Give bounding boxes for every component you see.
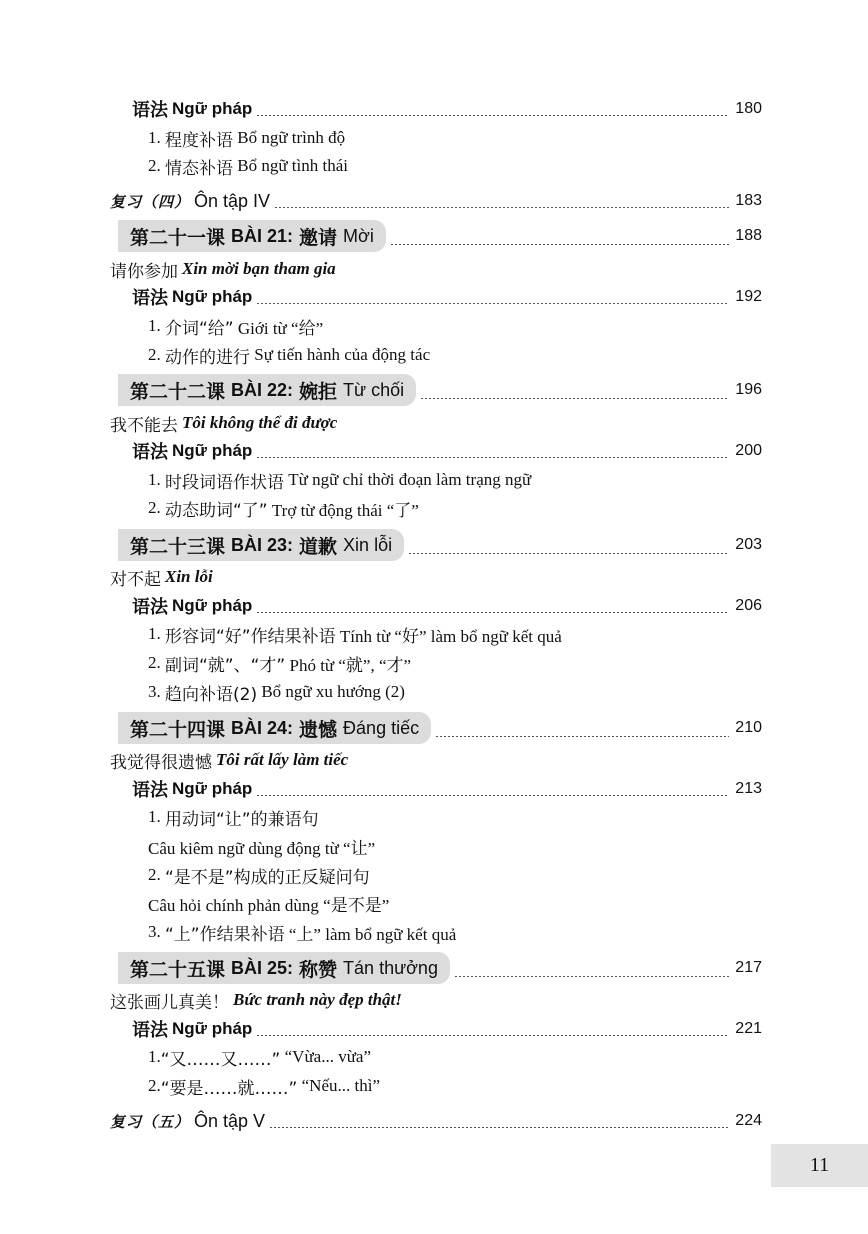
lesson-number: BÀI 23: bbox=[231, 534, 294, 555]
sub-title-cn: “上”作结果补语 bbox=[165, 924, 285, 945]
lesson-intro bbox=[110, 409, 337, 437]
sub-number: 2. bbox=[148, 653, 161, 672]
sub-title-vn: Giới từ “给” bbox=[237, 318, 324, 338]
intro-cn: 请你参加 bbox=[110, 261, 178, 282]
sub-title-vn: Phó từ “就”, “才” bbox=[289, 655, 412, 675]
lesson-topic-cn: 称赞 bbox=[299, 958, 338, 981]
lesson-intro bbox=[110, 255, 336, 283]
sub-number: 2. bbox=[148, 156, 161, 175]
lesson-topic-cn: 道歉 bbox=[299, 535, 338, 558]
sub-title-cn: “要是……就……” bbox=[160, 1078, 298, 1099]
lesson-title-cn: 第二十二课 bbox=[130, 380, 226, 403]
grammar-label-cn: 语法 bbox=[132, 100, 168, 121]
lesson-number: BÀI 25: bbox=[231, 957, 294, 978]
lesson-title-cn: 第二十一课 bbox=[130, 226, 226, 249]
toc-subentry[interactable] bbox=[148, 861, 370, 889]
dot-leader bbox=[274, 207, 729, 208]
lesson-tab bbox=[118, 712, 431, 744]
sub-number: 1. bbox=[148, 624, 161, 643]
toc-entry-review[interactable] bbox=[110, 1107, 762, 1135]
lesson-tab bbox=[118, 952, 450, 984]
lesson-title-cn: 第二十三课 bbox=[130, 535, 226, 558]
page-ref: 196 bbox=[735, 381, 762, 398]
toc-entry-lesson-24[interactable] bbox=[122, 712, 762, 744]
dot-leader bbox=[256, 457, 729, 458]
toc-subentry[interactable] bbox=[148, 1043, 371, 1071]
lesson-topic-cn: 遗憾 bbox=[299, 718, 338, 741]
lesson-number: BÀI 21: bbox=[231, 225, 294, 246]
sub-title-vn: Từ ngữ chỉ thời đoạn làm trạng ngữ bbox=[288, 470, 532, 489]
dot-leader bbox=[408, 553, 729, 554]
lesson-number: BÀI 22: bbox=[231, 379, 294, 400]
toc-entry-lesson-25[interactable] bbox=[122, 952, 762, 984]
lesson-topic-vn: Đáng tiếc bbox=[343, 717, 420, 738]
intro-cn: 对不起 bbox=[110, 569, 161, 590]
sub-title-cn: “是不是”构成的正反疑问句 bbox=[165, 867, 370, 888]
dot-leader bbox=[256, 612, 729, 613]
intro-cn: 我不能去 bbox=[110, 415, 178, 436]
intro-vn: Tôi rất lấy làm tiếc bbox=[216, 750, 349, 769]
page-ref: 183 bbox=[735, 192, 762, 209]
toc-entry-grammar[interactable] bbox=[132, 1015, 762, 1043]
dot-leader bbox=[256, 115, 729, 116]
lesson-title-cn: 第二十五课 bbox=[130, 958, 226, 981]
toc-entry-grammar[interactable] bbox=[132, 95, 762, 123]
page-ref: 200 bbox=[735, 442, 762, 459]
sub-title-vn: Tính từ “好” làm bổ ngữ kết quả bbox=[339, 626, 562, 646]
toc-subentry[interactable] bbox=[148, 152, 348, 180]
sub-title-cn: 动作的进行 bbox=[165, 347, 250, 368]
grammar-label-cn: 语法 bbox=[132, 1020, 168, 1041]
dot-leader bbox=[269, 1127, 729, 1128]
dot-leader bbox=[256, 795, 729, 796]
grammar-label-vn: Ngữ pháp bbox=[172, 287, 253, 306]
lesson-topic-cn: 婉拒 bbox=[299, 380, 338, 403]
toc-entry-review[interactable] bbox=[110, 187, 762, 215]
lesson-title-cn: 第二十四课 bbox=[130, 718, 226, 741]
lesson-tab bbox=[118, 220, 386, 252]
lesson-intro bbox=[110, 563, 213, 591]
sub-number: 1. bbox=[148, 470, 161, 489]
review-label-vn: Ôn tập V bbox=[194, 1110, 266, 1131]
lesson-tab bbox=[118, 529, 404, 561]
intro-vn: Bức tranh này đẹp thật! bbox=[233, 990, 402, 1009]
toc-subentry[interactable] bbox=[148, 803, 319, 831]
sub-number: 2. bbox=[148, 498, 161, 517]
sub-title-cn: 用动词“让”的兼语句 bbox=[165, 809, 319, 830]
intro-cn: 这张画儿真美！ bbox=[110, 992, 229, 1013]
sub-title-cn: 形容词“好”作结果补语 bbox=[165, 626, 336, 647]
sub-title-cn: 情态补语 bbox=[165, 158, 233, 179]
lesson-topic-cn: 邀请 bbox=[299, 226, 338, 249]
toc-subentry[interactable] bbox=[148, 312, 323, 340]
lesson-tab bbox=[118, 374, 416, 406]
sub-number: 1. bbox=[148, 128, 161, 147]
lesson-number: BÀI 24: bbox=[231, 717, 294, 738]
page-ref: 213 bbox=[735, 780, 762, 797]
grammar-label-vn: Ngữ pháp bbox=[172, 596, 253, 615]
page-ref: 210 bbox=[735, 719, 762, 736]
page-ref: 192 bbox=[735, 288, 762, 305]
sub-title-cn: 时段词语作状语 bbox=[165, 472, 284, 493]
sub-title-vn: “上” làm bổ ngữ kết quả bbox=[288, 924, 457, 944]
lesson-topic-vn: Xin lỗi bbox=[343, 534, 393, 555]
dot-leader bbox=[435, 736, 729, 737]
sub-number: 1. bbox=[148, 1047, 161, 1066]
intro-vn: Tôi không thể đi được bbox=[182, 413, 338, 432]
sub-title-cn: 动态助词“了” bbox=[165, 500, 268, 521]
sub-title-vn: Bổ ngữ trình độ bbox=[237, 128, 346, 147]
page-ref: 221 bbox=[735, 1020, 762, 1037]
toc-subentry[interactable] bbox=[148, 124, 345, 152]
toc-entry-lesson-21[interactable] bbox=[122, 220, 762, 252]
toc-subentry[interactable] bbox=[148, 918, 456, 946]
toc-subentry[interactable] bbox=[148, 620, 562, 648]
grammar-label-cn: 语法 bbox=[132, 597, 168, 618]
grammar-label-vn: Ngữ pháp bbox=[172, 99, 253, 118]
grammar-label-vn: Ngữ pháp bbox=[172, 441, 253, 460]
sub-title-cn: 副词“就”、“才” bbox=[165, 655, 286, 676]
sub-title-vn: “Nếu... thì” bbox=[301, 1076, 380, 1095]
dot-leader bbox=[454, 976, 729, 977]
sub-title-cn: 程度补语 bbox=[165, 130, 233, 151]
toc-subentry-continued bbox=[148, 832, 375, 860]
sub-title-vn: Bổ ngữ xu hướng (2) bbox=[261, 682, 405, 701]
sub-title-vn: Bổ ngữ tình thái bbox=[237, 156, 348, 175]
toc-entry-lesson-23[interactable] bbox=[122, 529, 762, 561]
sub-title-vn: “Vừa... vừa” bbox=[284, 1047, 372, 1066]
toc-subentry[interactable] bbox=[148, 1072, 380, 1100]
sub-title-cn: 介词“给” bbox=[165, 318, 234, 339]
toc-entry-grammar[interactable] bbox=[132, 775, 762, 803]
sub-title-vn: Trợ từ động thái “了” bbox=[271, 500, 419, 520]
grammar-label-vn: Ngữ pháp bbox=[172, 779, 253, 798]
toc-entry-lesson-22[interactable] bbox=[122, 374, 762, 406]
toc-entry-grammar[interactable] bbox=[132, 283, 762, 311]
toc-subentry[interactable] bbox=[148, 466, 531, 494]
page-ref: 180 bbox=[735, 100, 762, 117]
lesson-topic-vn: Mời bbox=[343, 225, 374, 246]
page-ref: 224 bbox=[735, 1112, 762, 1129]
sub-number: 2. bbox=[148, 1076, 161, 1095]
intro-vn: Xin mời bạn tham gia bbox=[182, 259, 336, 278]
review-label-cn: 复习（五） bbox=[110, 1112, 191, 1131]
sub-number: 2. bbox=[148, 865, 161, 884]
toc-subentry[interactable] bbox=[148, 341, 430, 369]
grammar-label-cn: 语法 bbox=[132, 288, 168, 309]
page-ref: 206 bbox=[735, 597, 762, 614]
sub-title-vn: Câu kiêm ngữ dùng động từ “让” bbox=[148, 838, 376, 858]
dot-leader bbox=[390, 244, 729, 245]
review-label-cn: 复习（四） bbox=[110, 192, 191, 211]
intro-cn: 我觉得很遗憾 bbox=[110, 752, 212, 773]
toc-subentry[interactable] bbox=[148, 649, 411, 677]
page-ref: 203 bbox=[735, 536, 762, 553]
sub-number: 1. bbox=[148, 807, 161, 826]
lesson-topic-vn: Từ chối bbox=[343, 379, 405, 400]
grammar-label-cn: 语法 bbox=[132, 442, 168, 463]
sub-title-cn: “又……又……” bbox=[160, 1049, 281, 1070]
toc-subentry[interactable] bbox=[148, 494, 419, 522]
toc-subentry-continued bbox=[148, 889, 389, 917]
page-ref: 217 bbox=[735, 959, 762, 976]
sub-title-vn: Câu hỏi chính phản dùng “是不是” bbox=[148, 895, 390, 915]
dot-leader bbox=[420, 398, 729, 399]
grammar-label-cn: 语法 bbox=[132, 780, 168, 801]
page-number: 11 bbox=[771, 1144, 868, 1187]
lesson-intro bbox=[110, 986, 402, 1014]
dot-leader bbox=[256, 303, 729, 304]
sub-number: 3. bbox=[148, 922, 161, 941]
toc-entry-grammar[interactable] bbox=[132, 592, 762, 620]
lesson-intro bbox=[110, 746, 348, 774]
page-ref: 188 bbox=[735, 227, 762, 244]
review-label-vn: Ôn tập IV bbox=[194, 190, 271, 211]
sub-number: 1. bbox=[148, 316, 161, 335]
lesson-topic-vn: Tán thưởng bbox=[343, 957, 438, 978]
sub-title-vn: Sự tiến hành của động tác bbox=[254, 345, 431, 364]
sub-number: 3. bbox=[148, 682, 161, 701]
sub-title-cn: 趋向补语(2) bbox=[165, 684, 258, 705]
intro-vn: Xin lỗi bbox=[165, 567, 213, 586]
dot-leader bbox=[256, 1035, 729, 1036]
grammar-label-vn: Ngữ pháp bbox=[172, 1019, 253, 1038]
sub-number: 2. bbox=[148, 345, 161, 364]
toc-entry-grammar[interactable] bbox=[132, 437, 762, 465]
toc-subentry[interactable] bbox=[148, 678, 405, 706]
